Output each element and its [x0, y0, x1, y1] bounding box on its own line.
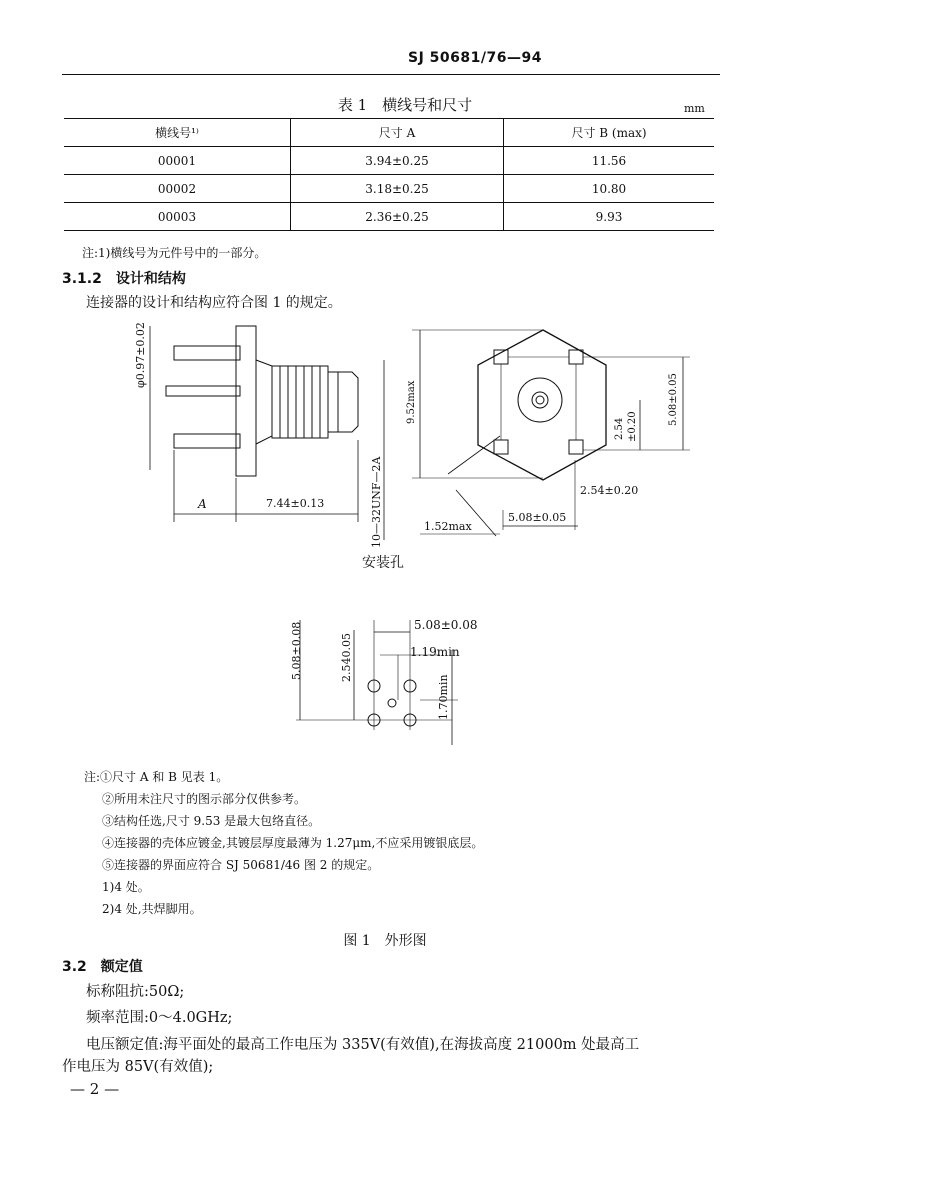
figure-note: ④连接器的壳体应镀金,其镀层厚度最薄为 1.27μm,不应采用镀银底层。	[102, 836, 484, 850]
label-thread: 10—32UNF—2A	[370, 456, 383, 548]
label-length: 7.44±0.13	[266, 497, 325, 510]
figure-caption: 图 1 外形图	[343, 933, 427, 949]
table-unit: mm	[684, 102, 705, 115]
label-half-b: 2.54±0.20	[580, 484, 639, 497]
doc-number: SJ 50681/76—94	[408, 50, 542, 66]
label-mount-pitch-v: 5.08±0.08	[290, 621, 303, 680]
label-dim-a: A	[198, 497, 207, 511]
label-flange: 1.52max	[424, 520, 472, 533]
table-caption: 表 1 横线号和尺寸	[337, 96, 473, 114]
label-mount-hole: 1.19min	[410, 645, 460, 659]
section-312-text: 连接器的设计和结构应符合图 1 的规定。	[86, 295, 342, 311]
label-pitch-b: 5.08±0.05	[508, 511, 567, 524]
cell-dim-a: 3.94±0.25	[291, 147, 504, 175]
table-note: 注:1)横线号为元件号中的一部分。	[82, 246, 267, 260]
rating-voltage-line2: 作电压为 85V(有效值);	[62, 1059, 214, 1075]
cell-dim-b: 9.93	[595, 209, 623, 224]
label-half-a: 2.54	[614, 417, 625, 440]
label-max-width: 9.52max	[406, 380, 417, 424]
figure-note: ③结构任选,尺寸 9.53 是最大包络直径。	[102, 814, 321, 828]
rating-impedance: 标称阻抗:50Ω;	[86, 984, 185, 1000]
figure-note: ②所用未注尺寸的图示部分仅供参考。	[102, 792, 307, 806]
front-view	[412, 330, 690, 536]
page-number: — 2 —	[70, 1080, 120, 1098]
cell-line-no: 00001	[157, 153, 197, 168]
mount-caption: 安装孔	[362, 555, 404, 571]
figure-notes	[84, 766, 483, 920]
label-mount-half-v: 2.540.05	[340, 633, 353, 682]
cell-dim-a: 3.18±0.25	[291, 175, 504, 203]
rating-voltage-line1: 电压额定值:海平面处的最高工作电压为 335V(有效值),在海拔高度 21000m 处最高工	[86, 1037, 640, 1053]
figure-note: ⑤连接器的界面应符合 SJ 50681/46 图 2 的规定。	[102, 858, 380, 872]
label-mount-pitch-h: 5.08±0.08	[414, 618, 478, 632]
label-pitch-a: 5.08±0.05	[668, 373, 679, 426]
cell-dim-b: 11.56	[591, 153, 627, 168]
rating-frequency: 频率范围:0～4.0GHz;	[86, 1010, 233, 1026]
cell-line-no: 00003	[157, 209, 197, 224]
figure-note: 注:①尺寸 A 和 B 见表 1。	[84, 770, 229, 784]
label-mount-hole-v: 1.70min	[437, 674, 450, 720]
mount-hole-pattern	[296, 620, 458, 745]
cell-dim-a: 2.36±0.25	[291, 203, 504, 231]
col-header-dim-a: 尺寸 A	[291, 119, 504, 147]
section-heading-32: 3.2 额定值	[62, 959, 143, 975]
cell-line-no: 00002	[157, 181, 197, 196]
col-header-line-no: 横线号¹⁾	[155, 126, 199, 140]
col-header-dim-b: 尺寸 B (max)	[571, 126, 647, 140]
label-diameter: φ0.97±0.02	[134, 322, 147, 388]
figure-note: 1)4 处。	[102, 880, 150, 894]
cell-dim-b: 10.80	[591, 181, 627, 196]
label-half-a-tol: ±0.20	[627, 411, 638, 442]
section-heading-312: 3.1.2 设计和结构	[62, 271, 186, 287]
figure-note: 2)4 处,共焊脚用。	[102, 902, 202, 916]
